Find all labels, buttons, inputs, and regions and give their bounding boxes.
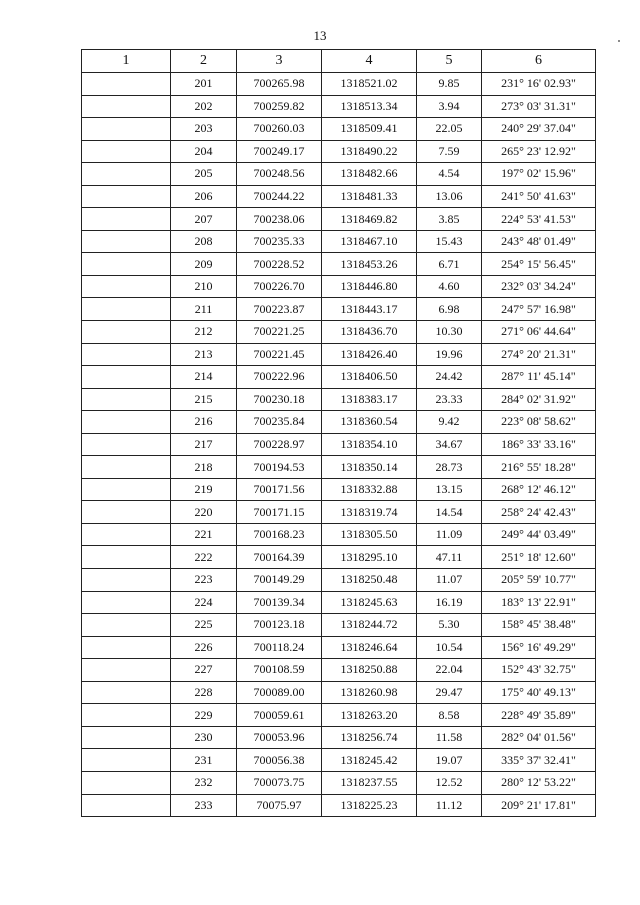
table-row <box>82 636 596 659</box>
distance-cell: 10.30 <box>417 321 482 344</box>
x-coordinate-cell: 700053.96 <box>237 726 322 749</box>
table-row <box>82 163 596 186</box>
x-coordinate-cell: 700238.06 <box>237 208 322 231</box>
bearing-cell: 175° 40' 49.13" <box>482 681 596 704</box>
table-row <box>82 118 596 141</box>
section-cell <box>82 366 171 389</box>
x-coordinate-cell: 700235.33 <box>237 230 322 253</box>
x-coordinate-cell: 700223.87 <box>237 298 322 321</box>
distance-cell: 19.07 <box>417 749 482 772</box>
table-row <box>82 298 596 321</box>
bearing-cell: 152° 43' 32.75" <box>482 659 596 682</box>
point-number-cell: 204 <box>171 140 237 163</box>
bearing-cell: 209° 21' 17.81" <box>482 794 596 817</box>
point-number-cell: 230 <box>171 726 237 749</box>
point-number-cell: 209 <box>171 253 237 276</box>
distance-cell: 6.98 <box>417 298 482 321</box>
bearing-cell: 158° 45' 38.48" <box>482 614 596 637</box>
column-header: 5 <box>417 50 482 73</box>
distance-cell: 15.43 <box>417 230 482 253</box>
x-coordinate-cell: 700073.75 <box>237 771 322 794</box>
section-cell <box>82 771 171 794</box>
section-cell <box>82 501 171 524</box>
table-row <box>82 749 596 772</box>
point-number-cell: 212 <box>171 321 237 344</box>
distance-cell: 34.67 <box>417 433 482 456</box>
distance-cell: 6.71 <box>417 253 482 276</box>
x-coordinate-cell: 700235.84 <box>237 411 322 434</box>
bearing-cell: 216° 55' 18.28" <box>482 456 596 479</box>
distance-cell: 11.07 <box>417 569 482 592</box>
y-coordinate-cell: 1318225.23 <box>322 794 417 817</box>
bearing-cell: 228° 49' 35.89" <box>482 704 596 727</box>
y-coordinate-cell: 1318244.72 <box>322 614 417 637</box>
y-coordinate-cell: 1318305.50 <box>322 523 417 546</box>
point-number-cell: 217 <box>171 433 237 456</box>
distance-cell: 29.47 <box>417 681 482 704</box>
bearing-cell: 247° 57' 16.98" <box>482 298 596 321</box>
table-row <box>82 546 596 569</box>
section-cell <box>82 298 171 321</box>
table-row <box>82 704 596 727</box>
section-cell <box>82 95 171 118</box>
distance-cell: 47.11 <box>417 546 482 569</box>
x-coordinate-cell: 70075.97 <box>237 794 322 817</box>
section-cell <box>82 704 171 727</box>
section-cell <box>82 433 171 456</box>
x-coordinate-cell: 700265.98 <box>237 73 322 96</box>
table-row <box>82 343 596 366</box>
bearing-cell: 240° 29' 37.04" <box>482 118 596 141</box>
table-row <box>82 208 596 231</box>
table-row <box>82 321 596 344</box>
point-number-cell: 231 <box>171 749 237 772</box>
section-cell <box>82 388 171 411</box>
y-coordinate-cell: 1318245.42 <box>322 749 417 772</box>
bearing-cell: 254° 15' 56.45" <box>482 253 596 276</box>
bearing-cell: 223° 08' 58.62" <box>482 411 596 434</box>
y-coordinate-cell: 1318467.10 <box>322 230 417 253</box>
bearing-cell: 156° 16' 49.29" <box>482 636 596 659</box>
section-cell <box>82 794 171 817</box>
y-coordinate-cell: 1318332.88 <box>322 478 417 501</box>
x-coordinate-cell: 700089.00 <box>237 681 322 704</box>
x-coordinate-cell: 700056.38 <box>237 749 322 772</box>
point-number-cell: 206 <box>171 185 237 208</box>
x-coordinate-cell: 700168.23 <box>237 523 322 546</box>
bearing-cell: 197° 02' 15.96" <box>482 163 596 186</box>
bearing-cell: 258° 24' 42.43" <box>482 501 596 524</box>
table-row <box>82 388 596 411</box>
x-coordinate-cell: 700228.52 <box>237 253 322 276</box>
page-number: 13 <box>313 28 327 43</box>
section-cell <box>82 636 171 659</box>
distance-cell: 3.94 <box>417 95 482 118</box>
bearing-cell: 249° 44' 03.49" <box>482 523 596 546</box>
coordinates-table <box>81 49 596 817</box>
y-coordinate-cell: 1318256.74 <box>322 726 417 749</box>
point-number-cell: 214 <box>171 366 237 389</box>
table-header <box>82 50 596 73</box>
bearing-cell: 271° 06' 44.64" <box>482 321 596 344</box>
x-coordinate-cell: 700108.59 <box>237 659 322 682</box>
bearing-cell: 205° 59' 10.77" <box>482 569 596 592</box>
scan-speck <box>618 40 620 42</box>
distance-cell: 22.04 <box>417 659 482 682</box>
table-row <box>82 569 596 592</box>
table-row <box>82 366 596 389</box>
distance-cell: 11.58 <box>417 726 482 749</box>
y-coordinate-cell: 1318360.54 <box>322 411 417 434</box>
bearing-cell: 284° 02' 31.92" <box>482 388 596 411</box>
x-coordinate-cell: 700249.17 <box>237 140 322 163</box>
x-coordinate-cell: 700226.70 <box>237 275 322 298</box>
y-coordinate-cell: 1318453.26 <box>322 253 417 276</box>
y-coordinate-cell: 1318509.41 <box>322 118 417 141</box>
bearing-cell: 241° 50' 41.63" <box>482 185 596 208</box>
x-coordinate-cell: 700244.22 <box>237 185 322 208</box>
section-cell <box>82 275 171 298</box>
x-coordinate-cell: 700259.82 <box>237 95 322 118</box>
y-coordinate-cell: 1318436.70 <box>322 321 417 344</box>
distance-cell: 19.96 <box>417 343 482 366</box>
y-coordinate-cell: 1318260.98 <box>322 681 417 704</box>
table-row <box>82 253 596 276</box>
point-number-cell: 207 <box>171 208 237 231</box>
y-coordinate-cell: 1318383.17 <box>322 388 417 411</box>
section-cell <box>82 118 171 141</box>
x-coordinate-cell: 700221.25 <box>237 321 322 344</box>
column-header: 2 <box>171 50 237 73</box>
section-cell <box>82 140 171 163</box>
bearing-cell: 224° 53' 41.53" <box>482 208 596 231</box>
point-number-cell: 218 <box>171 456 237 479</box>
y-coordinate-cell: 1318245.63 <box>322 591 417 614</box>
distance-cell: 9.42 <box>417 411 482 434</box>
bearing-cell: 243° 48' 01.49" <box>482 230 596 253</box>
point-number-cell: 227 <box>171 659 237 682</box>
point-number-cell: 210 <box>171 275 237 298</box>
x-coordinate-cell: 700164.39 <box>237 546 322 569</box>
bearing-cell: 273° 03' 31.31" <box>482 95 596 118</box>
distance-cell: 23.33 <box>417 388 482 411</box>
point-number-cell: 225 <box>171 614 237 637</box>
table-body <box>82 73 596 817</box>
y-coordinate-cell: 1318350.14 <box>322 456 417 479</box>
table-row <box>82 275 596 298</box>
bearing-cell: 287° 11' 45.14" <box>482 366 596 389</box>
distance-cell: 10.54 <box>417 636 482 659</box>
distance-cell: 5.30 <box>417 614 482 637</box>
distance-cell: 16.19 <box>417 591 482 614</box>
table-row <box>82 140 596 163</box>
x-coordinate-cell: 700260.03 <box>237 118 322 141</box>
x-coordinate-cell: 700123.18 <box>237 614 322 637</box>
point-number-cell: 202 <box>171 95 237 118</box>
distance-cell: 22.05 <box>417 118 482 141</box>
x-coordinate-cell: 700149.29 <box>237 569 322 592</box>
bearing-cell: 282° 04' 01.56" <box>482 726 596 749</box>
distance-cell: 9.85 <box>417 73 482 96</box>
x-coordinate-cell: 700118.24 <box>237 636 322 659</box>
section-cell <box>82 321 171 344</box>
point-number-cell: 222 <box>171 546 237 569</box>
y-coordinate-cell: 1318481.33 <box>322 185 417 208</box>
point-number-cell: 232 <box>171 771 237 794</box>
y-coordinate-cell: 1318513.34 <box>322 95 417 118</box>
point-number-cell: 211 <box>171 298 237 321</box>
section-cell <box>82 614 171 637</box>
table-row <box>82 185 596 208</box>
y-coordinate-cell: 1318295.10 <box>322 546 417 569</box>
section-cell <box>82 681 171 704</box>
section-cell <box>82 185 171 208</box>
section-cell <box>82 523 171 546</box>
section-cell <box>82 591 171 614</box>
bearing-cell: 232° 03' 34.24" <box>482 275 596 298</box>
table-row <box>82 659 596 682</box>
section-cell <box>82 343 171 366</box>
column-header: 6 <box>482 50 596 73</box>
table-row <box>82 433 596 456</box>
section-cell <box>82 411 171 434</box>
distance-cell: 28.73 <box>417 456 482 479</box>
distance-cell: 14.54 <box>417 501 482 524</box>
point-number-cell: 219 <box>171 478 237 501</box>
distance-cell: 4.60 <box>417 275 482 298</box>
table-row <box>82 794 596 817</box>
bearing-cell: 231° 16' 02.93" <box>482 73 596 96</box>
section-cell <box>82 230 171 253</box>
point-number-cell: 228 <box>171 681 237 704</box>
section-cell <box>82 478 171 501</box>
x-coordinate-cell: 700222.96 <box>237 366 322 389</box>
y-coordinate-cell: 1318354.10 <box>322 433 417 456</box>
x-coordinate-cell: 700194.53 <box>237 456 322 479</box>
distance-cell: 12.52 <box>417 771 482 794</box>
x-coordinate-cell: 700230.18 <box>237 388 322 411</box>
point-number-cell: 216 <box>171 411 237 434</box>
header-row <box>82 50 596 73</box>
y-coordinate-cell: 1318406.50 <box>322 366 417 389</box>
distance-cell: 8.58 <box>417 704 482 727</box>
x-coordinate-cell: 700248.56 <box>237 163 322 186</box>
section-cell <box>82 726 171 749</box>
section-cell <box>82 73 171 96</box>
point-number-cell: 229 <box>171 704 237 727</box>
bearing-cell: 251° 18' 12.60" <box>482 546 596 569</box>
bearing-cell: 186° 33' 33.16" <box>482 433 596 456</box>
table-row <box>82 771 596 794</box>
y-coordinate-cell: 1318246.64 <box>322 636 417 659</box>
bearing-cell: 280° 12' 53.22" <box>482 771 596 794</box>
point-number-cell: 224 <box>171 591 237 614</box>
y-coordinate-cell: 1318521.02 <box>322 73 417 96</box>
point-number-cell: 205 <box>171 163 237 186</box>
distance-cell: 13.15 <box>417 478 482 501</box>
x-coordinate-cell: 700139.34 <box>237 591 322 614</box>
y-coordinate-cell: 1318319.74 <box>322 501 417 524</box>
x-coordinate-cell: 700221.45 <box>237 343 322 366</box>
point-number-cell: 203 <box>171 118 237 141</box>
y-coordinate-cell: 1318482.66 <box>322 163 417 186</box>
y-coordinate-cell: 1318443.17 <box>322 298 417 321</box>
section-cell <box>82 253 171 276</box>
distance-cell: 11.09 <box>417 523 482 546</box>
y-coordinate-cell: 1318426.40 <box>322 343 417 366</box>
section-cell <box>82 163 171 186</box>
section-cell <box>82 546 171 569</box>
bearing-cell: 268° 12' 46.12" <box>482 478 596 501</box>
x-coordinate-cell: 700228.97 <box>237 433 322 456</box>
table-row <box>82 681 596 704</box>
bearing-cell: 183° 13' 22.91" <box>482 591 596 614</box>
column-header: 1 <box>82 50 171 73</box>
bearing-cell: 335° 37' 32.41" <box>482 749 596 772</box>
distance-cell: 13.06 <box>417 185 482 208</box>
x-coordinate-cell: 700171.56 <box>237 478 322 501</box>
point-number-cell: 220 <box>171 501 237 524</box>
point-number-cell: 221 <box>171 523 237 546</box>
table-row <box>82 614 596 637</box>
y-coordinate-cell: 1318490.22 <box>322 140 417 163</box>
table-row <box>82 501 596 524</box>
table-row <box>82 95 596 118</box>
table-row <box>82 591 596 614</box>
distance-cell: 4.54 <box>417 163 482 186</box>
bearing-cell: 265° 23' 12.92" <box>482 140 596 163</box>
bearing-cell: 274° 20' 21.31" <box>482 343 596 366</box>
table-row <box>82 411 596 434</box>
y-coordinate-cell: 1318250.48 <box>322 569 417 592</box>
x-coordinate-cell: 700059.61 <box>237 704 322 727</box>
distance-cell: 11.12 <box>417 794 482 817</box>
section-cell <box>82 456 171 479</box>
point-number-cell: 223 <box>171 569 237 592</box>
distance-cell: 24.42 <box>417 366 482 389</box>
y-coordinate-cell: 1318446.80 <box>322 275 417 298</box>
section-cell <box>82 749 171 772</box>
table-row <box>82 523 596 546</box>
point-number-cell: 233 <box>171 794 237 817</box>
point-number-cell: 201 <box>171 73 237 96</box>
section-cell <box>82 659 171 682</box>
x-coordinate-cell: 700171.15 <box>237 501 322 524</box>
distance-cell: 7.59 <box>417 140 482 163</box>
table-row <box>82 456 596 479</box>
point-number-cell: 213 <box>171 343 237 366</box>
distance-cell: 3.85 <box>417 208 482 231</box>
y-coordinate-cell: 1318469.82 <box>322 208 417 231</box>
y-coordinate-cell: 1318250.88 <box>322 659 417 682</box>
table-row <box>82 230 596 253</box>
point-number-cell: 208 <box>171 230 237 253</box>
section-cell <box>82 569 171 592</box>
y-coordinate-cell: 1318237.55 <box>322 771 417 794</box>
column-header: 4 <box>322 50 417 73</box>
point-number-cell: 226 <box>171 636 237 659</box>
point-number-cell: 215 <box>171 388 237 411</box>
table-row <box>82 478 596 501</box>
section-cell <box>82 208 171 231</box>
table-row <box>82 73 596 96</box>
column-header: 3 <box>237 50 322 73</box>
y-coordinate-cell: 1318263.20 <box>322 704 417 727</box>
table-row <box>82 726 596 749</box>
